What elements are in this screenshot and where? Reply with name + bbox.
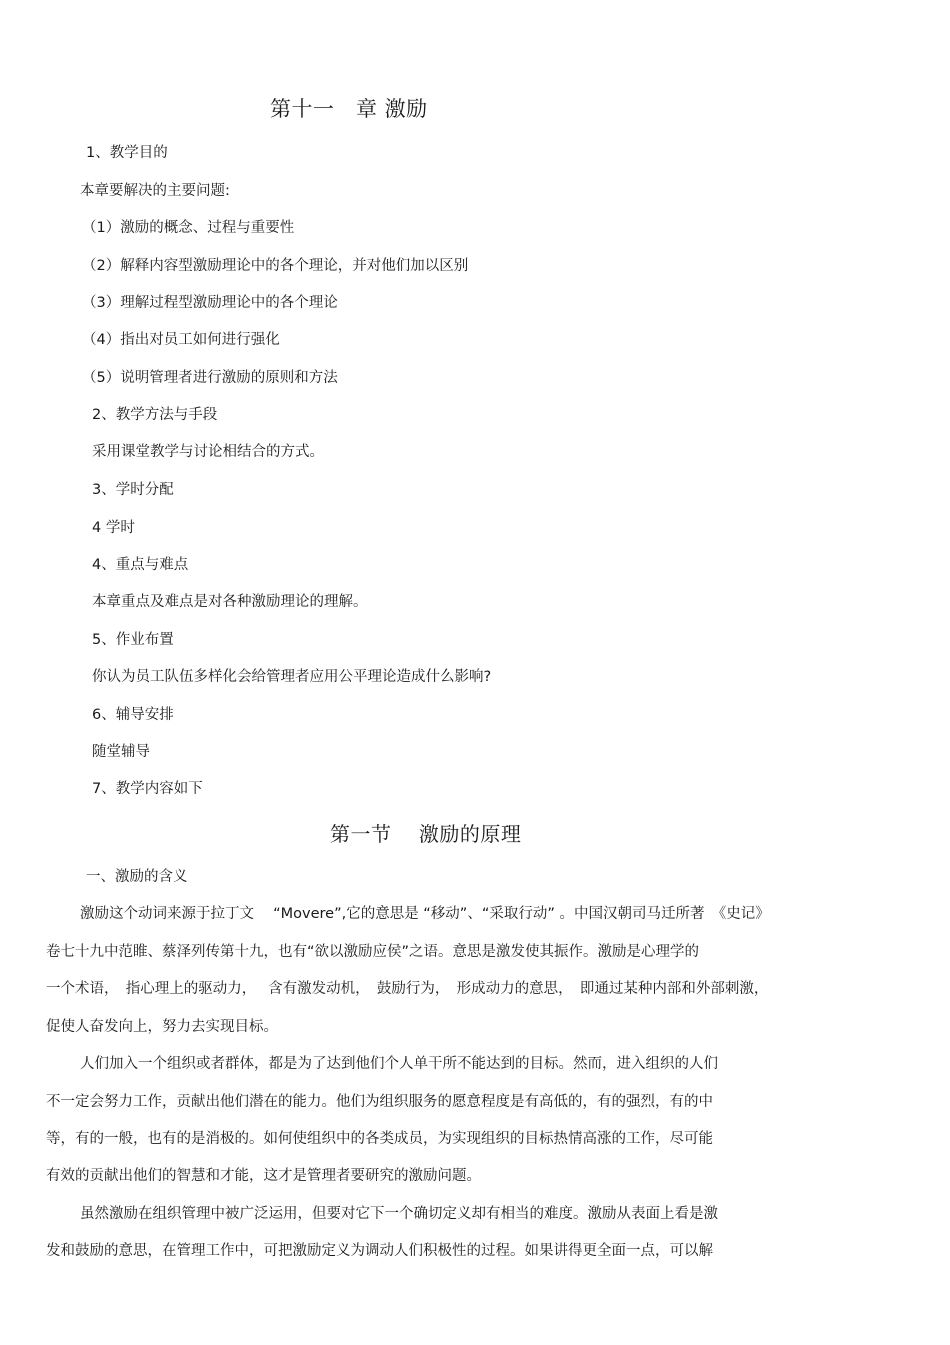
paragraph-2-line-4: 有效的贡献出他们的智慧和才能，这才是管理者要研究的激励问题。 [46,1168,481,1184]
homework-text: 你认为员工队伍多样化会给管理者应用公平理论造成什么影响? [92,669,492,685]
paragraph-2-line-1: 人们加入一个组织或者群体，都是为了达到他们个人单干所不能达到的目标。然而，进入组织的人们 [80,1056,718,1072]
goal-item-4: （4）指出对员工如何进行强化 [82,332,280,348]
goal-item-3: （3）理解过程型激励理论中的各个理论 [82,295,338,311]
teaching-goal-heading: 1、教学目的 [86,145,168,161]
paragraph-3-line-1: 虽然激励在组织管理中被广泛运用，但要对它下一个确切定义却有相当的难度。激励从表面上看是激 [80,1206,718,1222]
goal-item-1: （1）激励的概念、过程与重要性 [82,220,295,236]
tutoring-heading: 6、辅导安排 [92,707,174,723]
paragraph-1-line-4: 促使人奋发向上，努力去实现目标。 [46,1019,278,1035]
method-heading: 2、教学方法与手段 [92,407,218,423]
homework-heading: 5、作业布置 [92,632,174,648]
subheading: 一、激励的含义 [86,869,188,885]
paragraph-2-line-2: 不一定会努力工作，贡献出他们潜在的能力。他们为组织服务的愿意程度是有高低的，有的强烈，有的中 [46,1094,713,1110]
paragraph-1-line-2: 卷七十九中范睢、蔡泽列传第十九，也有“欲以激励应侯”之语。意思是激发使其振作。激励是心理学的 [46,944,700,960]
goal-item-2: （2）解释内容型激励理论中的各个理论，并对他们加以区别 [82,258,469,274]
hours-heading: 3、学时分配 [92,482,174,498]
focus-heading: 4、重点与难点 [92,557,189,573]
paragraph-3-line-2: 发和鼓励的意思，在管理工作中，可把激励定义为调动人们积极性的过程。如果讲得更全面一点，可以解 [46,1243,713,1259]
intro-line: 本章要解决的主要问题: [80,183,230,199]
paragraph-1-line-3: 一个术语， 指心理上的驱动力， 含有激发动机， 鼓励行为， 形成动力的意思， 即通过某种内部和外部刺激， [46,981,769,997]
hours-text: 4 学时 [92,520,135,536]
section-title: 第一节 激励的原理 [330,822,522,846]
paragraph-2-line-3: 等，有的一般，也有的是消极的。如何使组织中的各类成员，为实现组织的目标热情高涨的工作，尽可能 [46,1131,713,1147]
content-heading: 7、教学内容如下 [92,781,203,797]
focus-text: 本章重点及难点是对各种激励理论的理解。 [92,594,368,610]
goal-item-5: （5）说明管理者进行激励的原则和方法 [82,370,338,386]
paragraph-1-line-1: 激励这个动词来源于拉丁文 “Movere”,它的意思是 “移动”、“采取行动” 。中国汉朝司马迁所著 《史记》 [80,906,770,922]
tutoring-text: 随堂辅导 [92,744,150,760]
method-text: 采用课堂教学与讨论相结合的方式。 [92,444,324,460]
chapter-title: 第十一 章 激励 [270,97,428,121]
